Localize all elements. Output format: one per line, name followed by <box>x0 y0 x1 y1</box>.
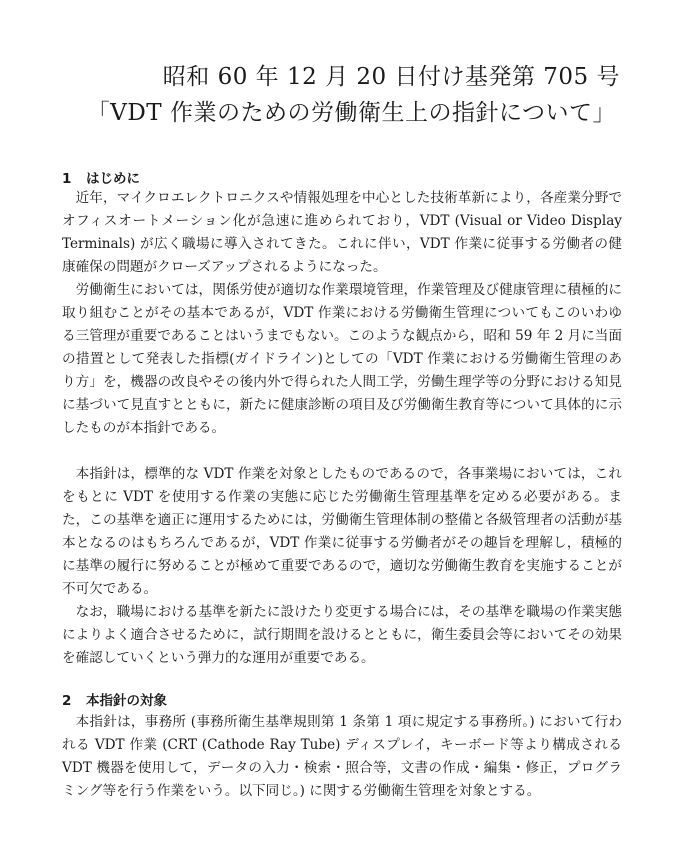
section-heading <box>62 689 167 709</box>
section-title: 本指針の対象 <box>86 693 167 709</box>
document-title-line1: 昭和 60 年 12 月 20 日付け基発第 705 号 <box>162 64 620 90</box>
paragraph: なお，職場における基準を新たに設けたり変更する場合には，その基準を職場の作業実態によりよく適合させるために，試行期間を設けるとともに，衛生委員会等においてその効果を確認していくという弾力的な運用が重要である。 <box>62 604 622 666</box>
section-heading <box>62 167 140 187</box>
paragraph: 労働衛生においては，関係労使が適切な作業環境管理，作業管理及び健康管理に積極的に取り組むことがその基本であるが，VDT 作業における労働衛生管理についてもこのいわゆる三管理が重要であることはいうまでもない。このような観点から，昭和 59 年 2 月に当面の措置として発表した指標(ガイドライン)としての「VDT 作業における労働衛生管理のあり方」を，機器の改良やその後内外で得られた人間工学，労働生理学等の分野における知見に基づいて見直すとともに，新たに健康診断の項目及び労働衛生教育等について具体的に示したものが本指針である。 <box>62 282 622 436</box>
paragraph: 本指針は，事務所 (事務所衛生基準規則第 1 条第 1 項に規定する事務所。) において行われる VDT 作業 (CRT (Cathode Ray Tube) ディスプレイ，キーボード等より構成される VDT 機器を使用して，データの入力・検索・照合等，文書の作成・編集・修正，プログラミング等を行う作業をいう。以下同じ。) に関する労働衛生管理を対象とする。 <box>62 714 622 799</box>
section-number: 2 <box>62 693 72 709</box>
section-number: 1 <box>62 171 72 187</box>
paragraph: 本指針は，標準的な VDT 作業を対象としたものであるので，各事業場においては，これをもとに VDT を使用する作業の実態に応じた労働衛生管理基準を定める必要がある。また，この基準を適正に運用するためには，労働衛生管理体制の整備と各級管理者の活動が基本となるのはもちろんであるが，VDT 作業に従事する労働者がその趣旨を理解し，積極的に基準の履行に努めることが極めて重要であるので，適切な労働衛生教育を実施することが不可欠である。 <box>62 466 622 597</box>
document-title-line2: 「VDT 作業のための労働衛生上の指針について」 <box>86 100 616 126</box>
paragraph: 近年，マイクロエレクトロニクスや情報処理を中心とした技術革新により，各産業分野でオフィスオートメーション化が急速に進められており，VDT (Visual or Video Display Terminals) が広く職場に導入されてきた。これに伴い，VDT 作業に従事する労働者の健康確保の問題がクローズアップされるようになった。 <box>62 190 622 275</box>
section-title: はじめに <box>86 171 140 187</box>
